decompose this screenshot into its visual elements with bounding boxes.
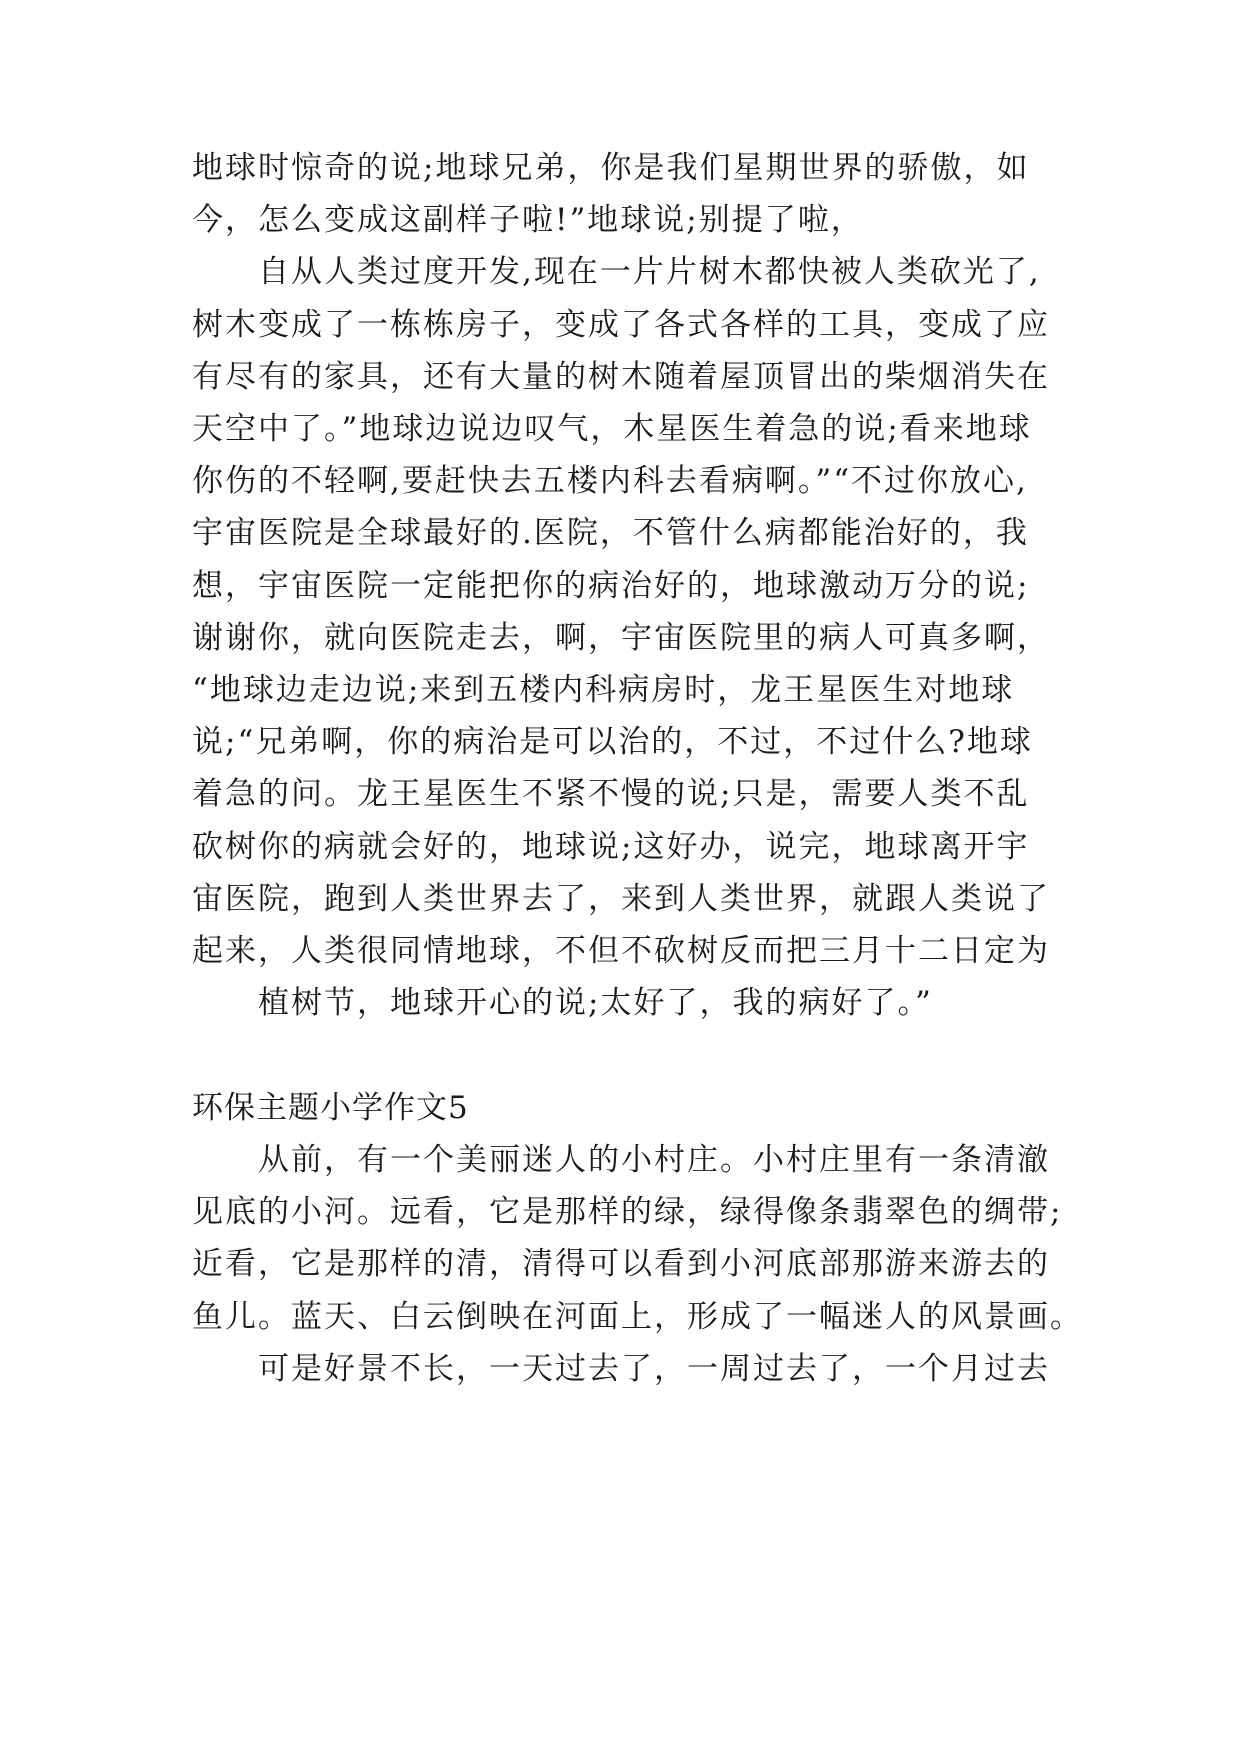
paragraph-first-line: 从前，有一个美丽迷人的小村庄。小村庄里有一条清澈 — [258, 1142, 1050, 1178]
paragraph-first-line: 自从人类过度开发,现在一片片树木都快被人类砍光了, — [258, 254, 1041, 290]
text-line: 宇宙医院是全球最好的.医院，不管什么病都能治好的，我 — [192, 515, 1029, 551]
text-line: 宙医院，跑到人类世界去了，来到人类世界，就跟人类说了 — [192, 881, 1050, 917]
text-line: 说;“兄弟啊，你的病治是可以治的，不过，不过什么?地球 — [192, 724, 1033, 760]
text-line: 树木变成了一栋栋房子，变成了各式各样的工具，变成了应 — [192, 307, 1050, 343]
text-line: 谢谢你，就向医院走去，啊，宇宙医院里的病人可真多啊， — [192, 620, 1050, 656]
paragraph-first-line: 可是好景不长，一天过去了，一周过去了，一个月过去 — [258, 1351, 1050, 1387]
text-line: 今，怎么变成这副样子啦!”地球说;别提了啦， — [192, 202, 864, 238]
text-line: 想，宇宙医院一定能把你的病治好的，地球激动万分的说; — [192, 568, 1030, 604]
text-line: 着急的问。龙王星医生不紧不慢的说;只是，需要人类不乱 — [192, 776, 1030, 812]
text-line: 近看，它是那样的清，清得可以看到小河底部那游来游去的 — [192, 1246, 1050, 1282]
text-line: 有尽有的家具，还有大量的树木随着屋顶冒出的柴烟消失在 — [192, 359, 1050, 395]
text-line: 起来，人类很同情地球，不但不砍树反而把三月十二日定为 — [192, 933, 1050, 969]
paragraph-first-line: 植树节，地球开心的说;太好了，我的病好了。” — [258, 985, 933, 1021]
text-line: 见底的小河。远看，它是那样的绿，绿得像条翡翠色的绸带; — [192, 1194, 1063, 1230]
text-line: 鱼儿。蓝天、白云倒映在河面上，形成了一幅迷人的风景画。 — [192, 1299, 1083, 1335]
text-line: 砍树你的病就会好的，地球说;这好办，说完，地球离开宇 — [192, 829, 1030, 865]
text-line: “地球边走边说;来到五楼内科病房时，龙王星医生对地球 — [192, 672, 1015, 708]
text-line: 天空中了。”地球边说边叹气，木星医生着急的说;看来地球 — [192, 411, 1032, 447]
section-heading: 环保主题小学作文5 — [192, 1090, 469, 1126]
text-line: 你伤的不轻啊,要赶快去五楼内科去看病啊。”“不过你放心, — [192, 463, 1028, 499]
text-line: 地球时惊奇的说;地球兄弟，你是我们星期世界的骄傲，如 — [192, 150, 1030, 186]
